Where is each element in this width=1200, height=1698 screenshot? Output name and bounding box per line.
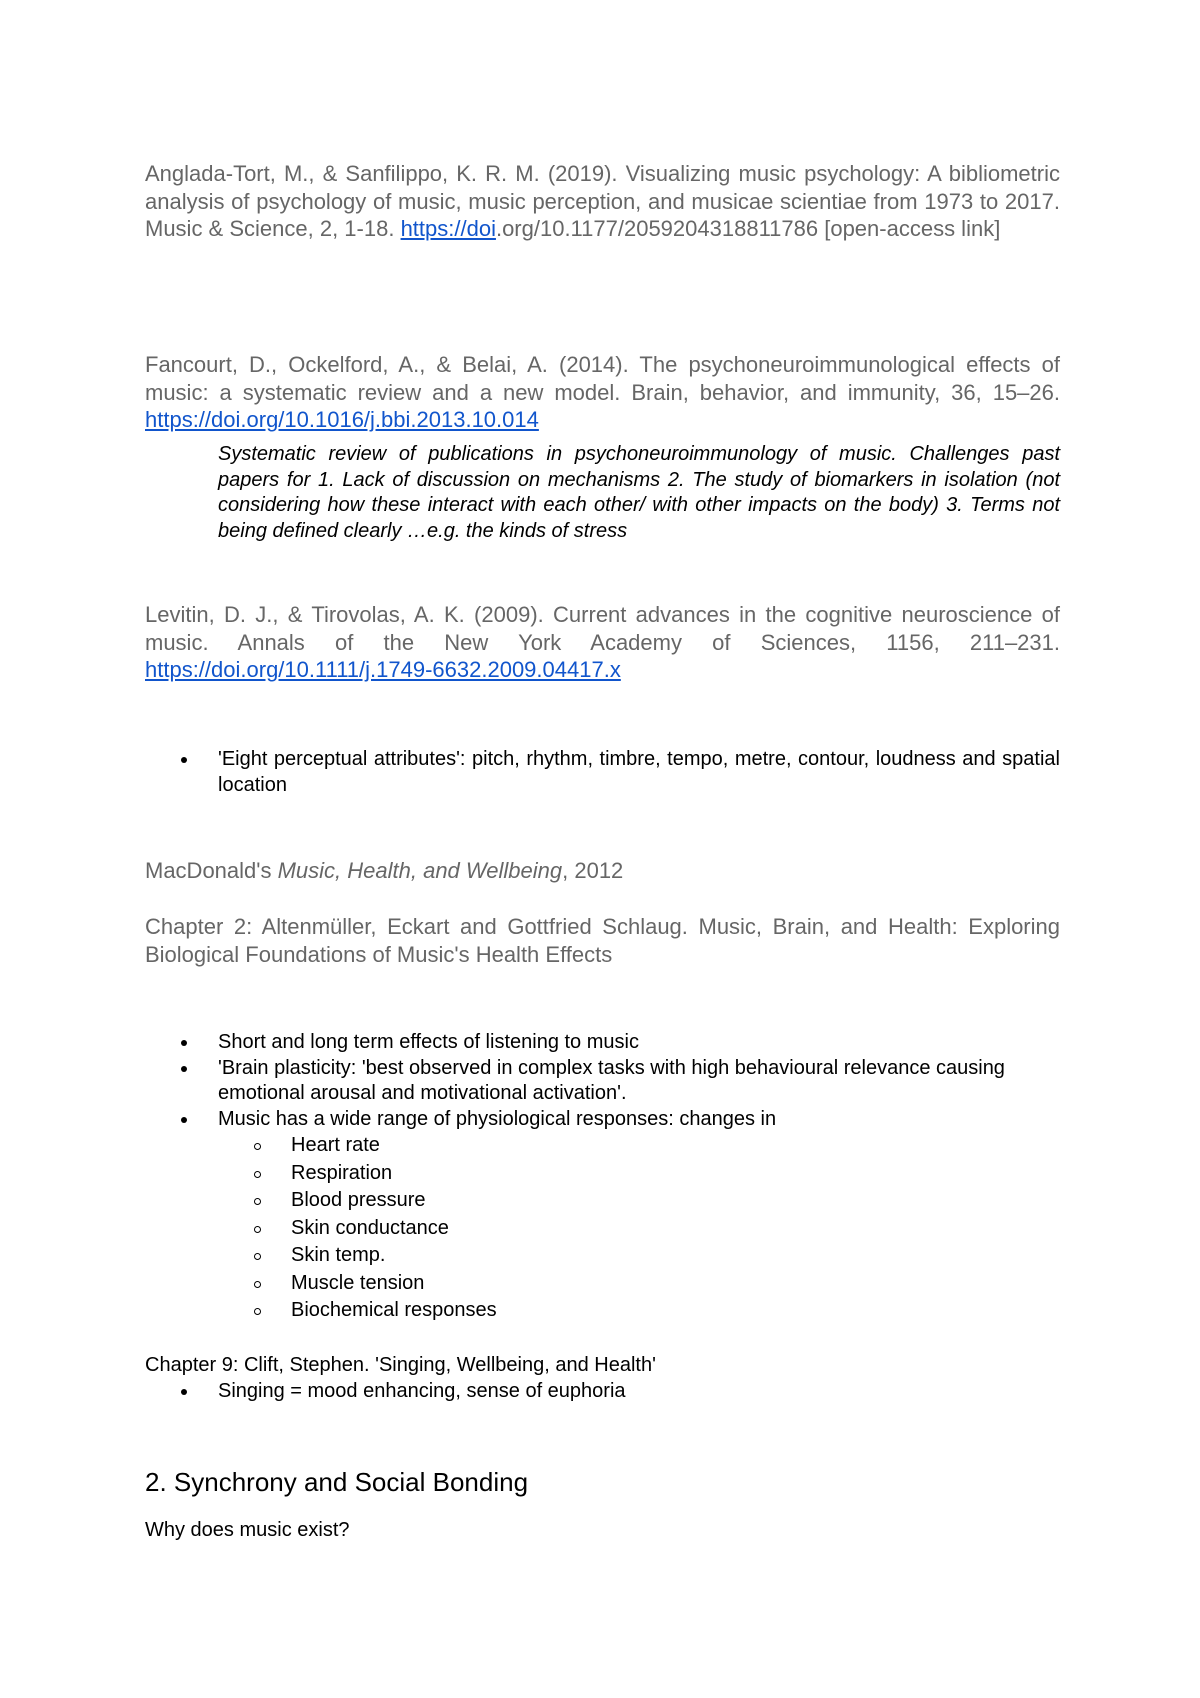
reference-text: Anglada-Tort, M., & Sanfilippo, K. R. M. (2019). Visualizing music psychology: A bibliometric analysis of psychology of music, music perception, and musicae scientiae from 1973 to 2017. Music & Science, 2, 1-18.: [145, 161, 1060, 241]
circle-bullet-icon: [254, 1253, 261, 1260]
section-heading: 2. Synchrony and Social Bonding: [145, 1467, 529, 1497]
sub-list-item: [218, 1215, 1060, 1243]
chapter-2-bullet-list: [145, 1030, 1060, 1325]
list-item-text: Short and long term effects of listening to music: [218, 1031, 639, 1053]
sub-list-item-text: Muscle tension: [291, 1271, 425, 1294]
chapter-9-bullet-list: [145, 1379, 1060, 1405]
sub-list-item: [218, 1242, 1060, 1270]
doi-link[interactable]: https://doi.org/10.1111/j.1749-6632.2009.04417.x: [145, 657, 621, 682]
circle-bullet-icon: [254, 1308, 261, 1315]
list-item: [145, 747, 1060, 798]
chapter-9-title: Chapter 9: Clift, Stephen. 'Singing, Wellbeing, and Health': [145, 1354, 656, 1376]
book-suffix: , 2012: [562, 858, 624, 883]
list-item-text: 'Brain plasticity: 'best observed in complex tasks with high behavioural relevance causing emotional arousal and motivational activation'.: [218, 1056, 1005, 1104]
list-item: [145, 1107, 1060, 1325]
sub-list-item-text: Skin temp.: [291, 1244, 386, 1266]
reference-fancourt: [145, 351, 1060, 434]
book-prefix: MacDonald's: [145, 858, 278, 883]
reference-levitin: [145, 601, 1060, 684]
bullet-icon: [181, 1117, 187, 1123]
reference-doi-tail: .org/10.1177/2059204318811786 [open-access link]: [495, 216, 1001, 241]
sub-list-item-text: Respiration: [291, 1161, 393, 1184]
circle-bullet-icon: [254, 1171, 261, 1178]
sub-list-item-text: Biochemical responses: [291, 1299, 497, 1321]
sub-list-item: [218, 1132, 1060, 1160]
circle-bullet-icon: [254, 1226, 261, 1233]
doi-link[interactable]: https://doi: [400, 216, 496, 241]
list-item-text: 'Eight perceptual attributes': pitch, rhythm, timbre, tempo, metre, contour, loudness and spatial location: [218, 748, 1060, 796]
reference-text: Levitin, D. J., & Tirovolas, A. K. (2009). Current advances in the cognitive neuroscience of music. Annals of the New York Academy of Sciences, 1156, 211–231.: [145, 602, 1060, 655]
bullet-icon: [181, 1389, 187, 1395]
bullet-icon: [181, 757, 187, 763]
list-item: [145, 1056, 1060, 1107]
sub-list-item-text: Skin conductance: [291, 1216, 449, 1239]
sub-list-item: [218, 1160, 1060, 1188]
chapter-2-title: Chapter 2: Altenmüller, Eckart and Gottfried Schlaug. Music, Brain, and Health: Exploring Biological Foundations of Music's Health Effects: [145, 914, 1060, 967]
list-item: [145, 1379, 1060, 1405]
sub-list-item: [218, 1297, 1060, 1325]
reference-anglada-tort: [145, 160, 1060, 243]
sub-list-item: [218, 1270, 1060, 1298]
list-item-text: Music has a wide range of physiological responses: changes in: [218, 1107, 777, 1130]
list-item-text: Singing = mood enhancing, sense of euphoria: [218, 1380, 626, 1402]
circle-bullet-icon: [254, 1198, 261, 1205]
circle-bullet-icon: [254, 1143, 261, 1150]
levitin-bullet-list: [145, 747, 1060, 798]
list-item: [145, 1030, 1060, 1056]
sub-list-item-text: Heart rate: [291, 1134, 380, 1156]
reference-text: Fancourt, D., Ockelford, A., & Belai, A. (2014). The psychoneuroimmunological effects of music: a systematic review and a new model. Brain, behavior, and immunity, 36, 15–26.: [145, 352, 1060, 405]
sub-list-item: [218, 1187, 1060, 1215]
bullet-icon: [181, 1040, 187, 1046]
section-question: Why does music exist?: [145, 1519, 350, 1541]
bullet-icon: [181, 1066, 187, 1072]
reference-note: Systematic review of publications in psychoneuroimmunology of music. Challenges past papers for 1. Lack of discussion on mechanisms 2. The study of biomarkers in isolation (not considering how these interact with each other/ with other impacts on the body) 3. Terms not being defined clearly …e.g. the kinds of stress: [218, 443, 1060, 542]
doi-link[interactable]: https://doi.org/10.1016/j.bbi.2013.10.014: [145, 407, 539, 432]
book-title: Music, Health, and Wellbeing: [277, 858, 563, 883]
book-title-line: [145, 857, 1060, 885]
sub-list-item-text: Blood pressure: [291, 1189, 426, 1211]
circle-bullet-icon: [254, 1281, 261, 1288]
physiological-responses-list: [218, 1132, 1060, 1325]
